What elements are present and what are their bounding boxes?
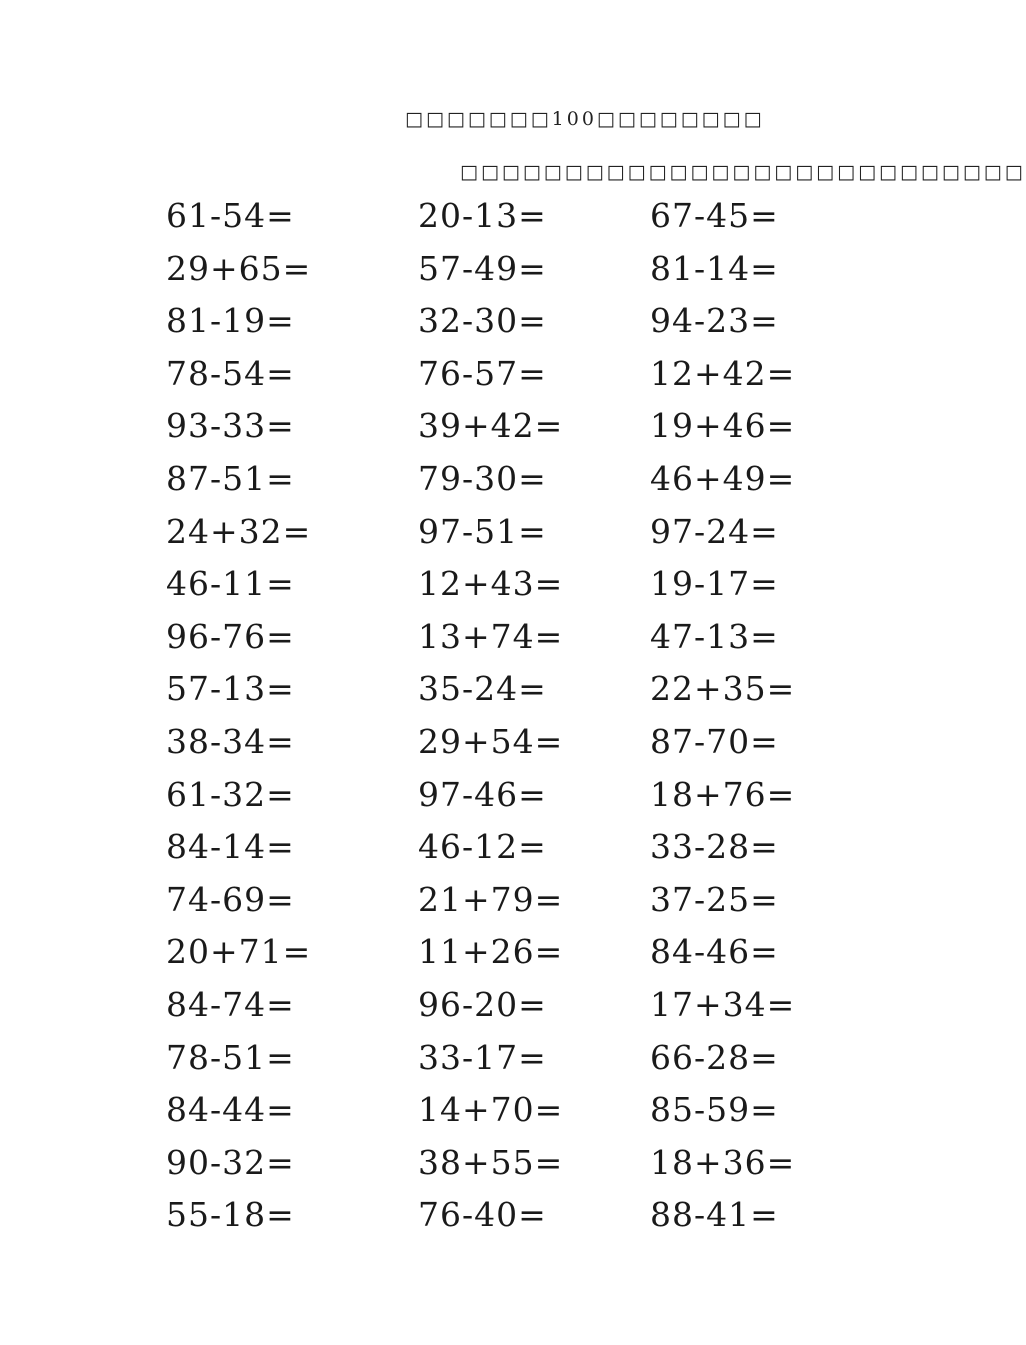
problem-row bbox=[0, 613, 950, 666]
problem-row bbox=[0, 508, 950, 561]
math-problem: 29+65= bbox=[166, 248, 312, 288]
math-problem: 12+42= bbox=[650, 353, 796, 393]
math-problem: 81-19= bbox=[166, 301, 295, 341]
math-problem: 46-11= bbox=[166, 564, 295, 604]
math-problem: 67-45= bbox=[650, 196, 779, 235]
problem-row bbox=[0, 876, 950, 929]
math-problem: 74-69= bbox=[166, 879, 295, 919]
math-problem: 93-33= bbox=[166, 406, 295, 446]
math-problem: 18+76= bbox=[650, 774, 796, 814]
math-problem: 39+42= bbox=[418, 406, 564, 446]
math-problem: 24+32= bbox=[166, 511, 312, 551]
math-problem: 61-32= bbox=[166, 774, 295, 814]
math-problem: 66-28= bbox=[650, 1037, 779, 1077]
math-problem: 76-57= bbox=[418, 353, 547, 393]
math-problem: 87-70= bbox=[650, 721, 779, 761]
math-problem: 84-74= bbox=[166, 984, 295, 1024]
problem-row bbox=[0, 1086, 950, 1139]
math-problem: 81-14= bbox=[650, 248, 779, 288]
math-problem: 18+36= bbox=[650, 1142, 796, 1182]
math-problem: 37-25= bbox=[650, 879, 779, 919]
math-problem: 90-32= bbox=[166, 1142, 295, 1182]
math-problem: 57-13= bbox=[166, 669, 295, 709]
math-problem: 20+71= bbox=[166, 932, 312, 972]
problem-row bbox=[0, 350, 950, 403]
math-problem: 21+79= bbox=[418, 879, 564, 919]
problem-row bbox=[0, 665, 950, 718]
math-problem: 57-49= bbox=[418, 248, 547, 288]
math-problem: 84-46= bbox=[650, 932, 779, 972]
math-problem: 78-51= bbox=[166, 1037, 295, 1077]
problem-row bbox=[0, 560, 950, 613]
math-problem: 55-18= bbox=[166, 1195, 295, 1235]
problem-row bbox=[0, 1191, 950, 1244]
math-problem: 12+43= bbox=[418, 564, 564, 604]
problem-grid bbox=[0, 192, 950, 1244]
math-problem: 20-13= bbox=[418, 196, 547, 235]
math-problem: 97-24= bbox=[650, 511, 779, 551]
worksheet-title: □□□□□□□100□□□□□□□□ bbox=[405, 108, 765, 130]
math-problem: 84-44= bbox=[166, 1090, 295, 1130]
worksheet-subtitle: □□□□□□□□□□□□□□□□□□□□□□□□□□□ bbox=[460, 161, 1026, 183]
math-problem: 19-17= bbox=[650, 564, 779, 604]
math-problem: 38-34= bbox=[166, 721, 295, 761]
problem-row bbox=[0, 455, 950, 508]
math-problem: 29+54= bbox=[418, 721, 564, 761]
math-problem: 35-24= bbox=[418, 669, 547, 709]
math-problem: 17+34= bbox=[650, 984, 796, 1024]
math-problem: 94-23= bbox=[650, 301, 779, 341]
math-problem: 87-51= bbox=[166, 458, 295, 498]
problem-row bbox=[0, 1139, 950, 1192]
math-problem: 96-20= bbox=[418, 984, 547, 1024]
math-problem: 79-30= bbox=[418, 458, 547, 498]
math-problem: 22+35= bbox=[650, 669, 796, 709]
math-problem: 38+55= bbox=[418, 1142, 564, 1182]
problem-row bbox=[0, 402, 950, 455]
problem-row bbox=[0, 771, 950, 824]
math-problem: 97-51= bbox=[418, 511, 547, 551]
math-problem: 33-17= bbox=[418, 1037, 547, 1077]
math-problem: 46+49= bbox=[650, 458, 796, 498]
math-problem: 33-28= bbox=[650, 827, 779, 867]
math-problem: 97-46= bbox=[418, 774, 547, 814]
problem-row bbox=[0, 718, 950, 771]
problem-row bbox=[0, 823, 950, 876]
math-problem: 84-14= bbox=[166, 827, 295, 867]
math-problem: 88-41= bbox=[650, 1195, 779, 1235]
math-problem: 78-54= bbox=[166, 353, 295, 393]
problem-row bbox=[0, 297, 950, 350]
math-problem: 11+26= bbox=[418, 932, 564, 972]
math-problem: 19+46= bbox=[650, 406, 796, 446]
math-problem: 47-13= bbox=[650, 616, 779, 656]
problem-row bbox=[0, 1034, 950, 1087]
math-problem: 46-12= bbox=[418, 827, 547, 867]
math-problem: 85-59= bbox=[650, 1090, 779, 1130]
math-problem: 14+70= bbox=[418, 1090, 564, 1130]
problem-row bbox=[0, 192, 950, 245]
problem-row bbox=[0, 245, 950, 298]
problem-row bbox=[0, 928, 950, 981]
math-problem: 61-54= bbox=[166, 196, 295, 235]
math-problem: 32-30= bbox=[418, 301, 547, 341]
math-problem: 13+74= bbox=[418, 616, 564, 656]
problem-row bbox=[0, 981, 950, 1034]
math-problem: 96-76= bbox=[166, 616, 295, 656]
math-problem: 76-40= bbox=[418, 1195, 547, 1235]
